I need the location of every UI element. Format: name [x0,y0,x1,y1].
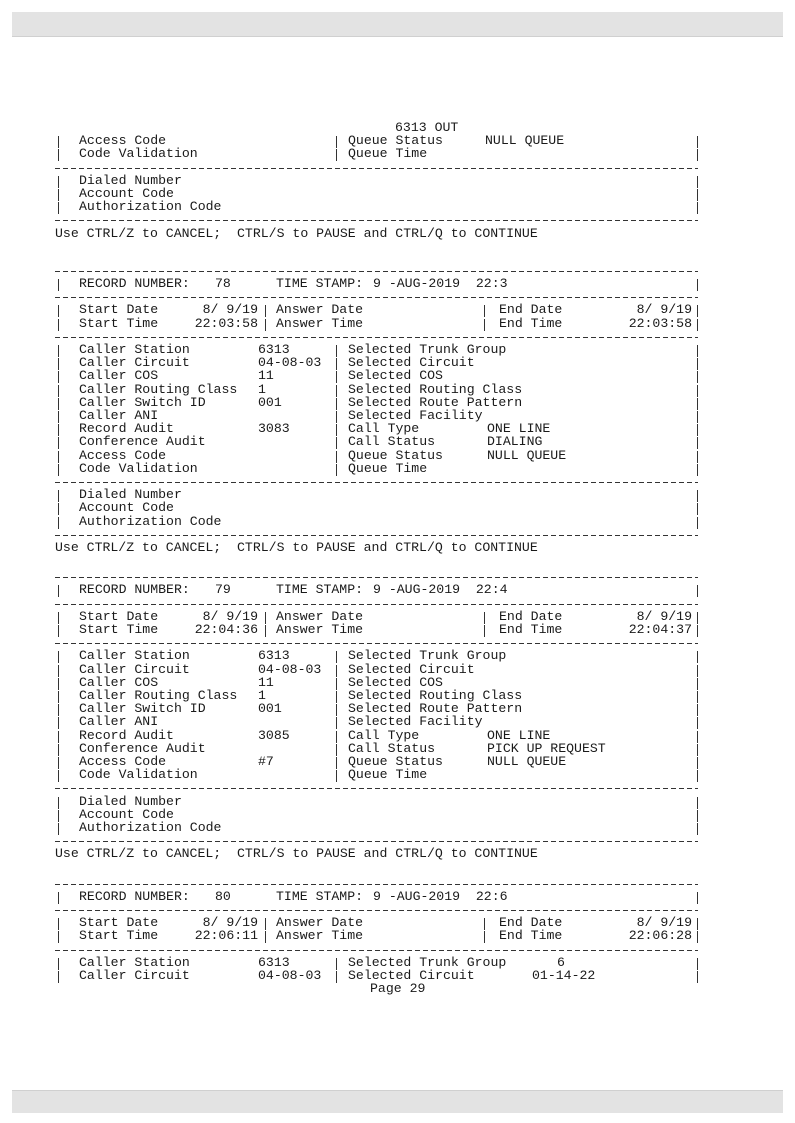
column-divider [697,437,698,449]
column-divider [265,918,266,930]
report-line [0,542,795,555]
column-divider [697,612,698,624]
report-line [0,848,795,861]
column-divider [697,931,698,943]
time-stamp-value: 9 -AUG-2019 22:3 [373,276,508,291]
record-audit-label: Record Audit [79,421,174,437]
record-number-value: 80 [215,888,231,904]
column-divider [265,931,266,943]
caller-routing-class-value: 1 [258,688,266,703]
column-divider [58,892,59,904]
end-time-value: 22:06:28 [628,928,692,944]
caller-routing-class-label: Caller Routing Class [79,688,238,703]
dashed-separator [55,788,698,789]
caller-switch-id-label: Caller Switch ID [79,394,206,410]
dialed-number-label: Dialed Number [79,487,182,503]
queue-status-value: NULL QUEUE [487,754,567,769]
dashed-separator [55,482,698,483]
column-divider [58,517,59,529]
selected-cos-label: Selected COS [348,674,443,690]
end-time-label: End Time [499,928,563,944]
dashed-separator [55,297,698,298]
selected-trunk-group-label: Selected Trunk Group [348,342,507,357]
queue-status-value: NULL QUEUE [485,133,565,149]
column-divider [697,385,698,397]
column-divider [484,918,485,930]
dashed-separator [55,910,698,911]
column-divider [58,691,59,703]
column-divider [58,319,59,331]
column-divider [697,149,698,161]
start-time-value: 22:04:36 [194,622,258,637]
caller-circuit-label: Caller Circuit [79,355,190,371]
column-divider [697,371,698,383]
column-divider [697,971,698,983]
column-divider [697,319,698,331]
dashed-separator [55,271,698,272]
column-divider [697,503,698,515]
report-line [0,201,795,214]
column-divider [336,437,337,449]
column-divider [58,958,59,970]
column-divider [58,358,59,370]
column-divider [697,411,698,423]
end-time-label: End Time [499,622,563,637]
column-divider [58,345,59,357]
end-date-value: 8/ 9/19 [636,302,692,318]
answer-time-label: Answer Time [276,622,364,637]
end-date-label: End Date [499,608,563,624]
caller-ani-label: Caller ANI [79,714,159,730]
column-divider [58,744,59,756]
column-divider [697,704,698,716]
column-divider [697,797,698,809]
column-divider [58,464,59,476]
column-divider [697,451,698,463]
start-time-value: 22:03:58 [194,315,258,331]
column-divider [336,358,337,370]
queue-time-label: Queue Time [348,146,428,162]
call-status-label: Call Status [348,740,436,756]
caller-ani-label: Caller ANI [79,408,159,423]
queue-time-label: Queue Time [348,767,428,783]
column-divider [697,958,698,970]
column-divider [336,136,337,148]
answer-time-label: Answer Time [276,928,364,944]
column-divider [58,385,59,397]
column-divider [58,823,59,835]
column-divider [697,305,698,317]
end-date-label: End Date [499,915,563,931]
start-time-value: 22:06:11 [194,928,258,944]
column-divider [336,398,337,410]
report-line [0,769,795,782]
column-divider [484,305,485,317]
caller-station-value: 6313 [258,342,290,357]
record-number-label: RECORD NUMBER: [79,582,190,598]
column-divider [58,437,59,449]
start-date-value: 8/ 9/19 [202,608,258,624]
start-date-label: Start Date [79,915,159,931]
column-divider [58,665,59,677]
answer-date-label: Answer Date [276,302,364,318]
column-divider [484,931,485,943]
caller-circuit-value: 04-08-03 [258,661,322,677]
selected-circuit-value: 01-14-22 [532,968,596,983]
start-time-label: Start Time [79,622,159,637]
dashed-separator [55,841,698,842]
column-divider [336,731,337,743]
access-code-label: Access Code [79,754,167,769]
column-divider [58,136,59,148]
column-divider [336,345,337,357]
start-date-value: 8/ 9/19 [202,302,258,318]
column-divider [697,189,698,201]
column-divider [336,651,337,663]
caller-switch-id-label: Caller Switch ID [79,701,206,717]
caller-routing-class-value: 1 [258,381,266,397]
column-divider [58,651,59,663]
column-divider [697,424,698,436]
caller-routing-class-label: Caller Routing Class [79,381,238,397]
call-type-label: Call Type [348,421,420,437]
column-divider [265,612,266,624]
caller-cos-label: Caller COS [79,368,159,384]
column-divider [336,464,337,476]
selected-circuit-label: Selected Circuit [348,355,475,371]
conference-audit-label: Conference Audit [79,740,206,756]
column-divider [336,665,337,677]
caller-circuit-value: 04-08-03 [258,968,322,983]
access-code-label: Access Code [79,447,167,463]
column-divider [58,398,59,410]
caller-circuit-label: Caller Circuit [79,661,190,677]
column-divider [58,490,59,502]
column-divider [336,744,337,756]
account-code-label: Account Code [79,500,174,516]
column-divider [697,345,698,357]
report-line [0,460,795,476]
dashed-separator [55,220,698,221]
selected-cos-label: Selected COS [348,368,443,384]
column-divider [58,931,59,943]
dashed-separator [55,950,698,951]
caller-circuit-value: 04-08-03 [258,355,322,371]
column-divider [336,411,337,423]
code-validation-label: Code Validation [79,767,198,783]
record-audit-value: 3085 [258,727,290,743]
report-line [0,315,795,331]
column-divider [697,757,698,769]
column-divider [697,810,698,822]
column-divider [697,625,698,637]
start-date-label: Start Date [79,608,159,624]
column-divider [697,678,698,690]
answer-date-label: Answer Date [276,608,364,624]
column-divider [58,625,59,637]
dashed-separator [55,643,698,644]
dashed-separator [55,337,698,338]
dialed-number-label: Dialed Number [79,172,182,188]
column-divider [58,704,59,716]
caller-station-label: Caller Station [79,954,190,970]
queue-time-label: Queue Time [348,460,428,476]
end-date-value: 8/ 9/19 [636,915,692,931]
column-divider [697,279,698,291]
queue-status-label: Queue Status [348,447,443,463]
selected-trunk-group-label: Selected Trunk Group [348,954,507,970]
report-line [0,983,795,996]
column-divider [697,918,698,930]
time-stamp-value: 9 -AUG-2019 22:6 [373,888,508,904]
column-divider [697,517,698,529]
column-divider [58,612,59,624]
column-divider [58,678,59,690]
report-line [0,148,795,161]
time-stamp-label: TIME STAMP: [276,582,364,598]
answer-time-label: Answer Time [276,315,364,331]
column-divider [265,319,266,331]
column-divider [697,398,698,410]
record-number-label: RECORD NUMBER: [79,276,190,291]
time-stamp-label: TIME STAMP: [276,276,364,291]
column-divider [336,717,337,729]
column-divider [697,358,698,370]
column-divider [265,625,266,637]
dashed-separator [55,604,698,605]
column-divider [58,503,59,515]
selected-facility-label: Selected Facility [348,408,483,423]
column-divider [336,678,337,690]
call-status-value: PICK UP REQUEST [487,740,606,756]
control-key-prompt: Use CTRL/Z to CANCEL; CTRL/S to PAUSE and CTRL/Q to CONTINUE [55,540,538,555]
column-divider [58,149,59,161]
call-status-label: Call Status [348,434,436,450]
column-divider [336,149,337,161]
dashed-separator [55,884,698,885]
column-divider [336,958,337,970]
column-divider [58,451,59,463]
authorization-code-label: Authorization Code [79,199,222,215]
authorization-code-label: Authorization Code [79,513,222,529]
selected-routing-class-label: Selected Routing Class [348,688,523,703]
column-divider [336,757,337,769]
start-date-label: Start Date [79,302,159,318]
queue-status-label: Queue Status [348,754,443,769]
dialed-number-label: Dialed Number [79,793,182,809]
selected-routing-class-label: Selected Routing Class [348,381,523,397]
selected-trunk-group-label: Selected Trunk Group [348,648,507,664]
column-divider [58,810,59,822]
caller-station-value: 6313 [258,648,290,664]
dashed-separator [55,577,698,578]
column-divider [697,585,698,597]
record-number-value: 79 [215,582,231,598]
end-time-value: 22:04:37 [628,622,692,637]
selected-facility-label: Selected Facility [348,714,483,730]
code-validation-label: Code Validation [79,146,198,162]
column-divider [697,490,698,502]
column-divider [697,202,698,214]
authorization-code-label: Authorization Code [79,820,222,835]
end-date-label: End Date [499,302,563,318]
column-divider [58,797,59,809]
answer-date-label: Answer Date [276,915,364,931]
column-divider [336,971,337,983]
report-line [0,584,795,597]
column-divider [58,424,59,436]
call-type-value: ONE LINE [487,421,551,437]
time-stamp-value: 9 -AUG-2019 22:4 [373,582,508,598]
selected-trunk-group-value: 6 [557,954,565,970]
column-divider [58,717,59,729]
code-validation-label: Code Validation [79,460,198,476]
column-divider [58,189,59,201]
report-line [0,513,795,529]
account-code-label: Account Code [79,186,174,201]
caller-switch-id-value: 001 [258,394,282,410]
page-number: Page 29 [370,981,426,997]
selected-route-pattern-label: Selected Route Pattern [348,701,523,717]
column-divider [336,424,337,436]
time-stamp-label: TIME STAMP: [276,888,364,904]
column-divider [58,279,59,291]
access-code-label: Access Code [79,133,167,149]
record-audit-value: 3083 [258,421,290,437]
column-divider [697,770,698,782]
column-divider [484,625,485,637]
column-divider [58,731,59,743]
call-type-label: Call Type [348,727,420,743]
report-line [0,225,795,241]
column-divider [484,612,485,624]
access-code-value: #7 [258,754,274,769]
account-code-label: Account Code [79,806,174,822]
column-divider [336,704,337,716]
column-divider [697,136,698,148]
caller-cos-value: 11 [258,368,274,384]
report-line [0,888,795,904]
call-status-continuation: 6313 OUT [395,120,459,135]
column-divider [58,411,59,423]
column-divider [58,305,59,317]
column-divider [58,585,59,597]
column-divider [697,823,698,835]
end-time-value: 22:03:58 [628,315,692,331]
control-key-prompt: Use CTRL/Z to CANCEL; CTRL/S to PAUSE and CTRL/Q to CONTINUE [55,225,538,241]
start-time-label: Start Time [79,928,159,944]
caller-circuit-label: Caller Circuit [79,968,190,983]
queue-status-label: Queue Status [348,133,443,149]
record-audit-label: Record Audit [79,727,174,743]
caller-cos-label: Caller COS [79,674,159,690]
column-divider [336,691,337,703]
column-divider [336,770,337,782]
report-line [0,822,795,835]
caller-station-value: 6313 [258,954,290,970]
column-divider [58,202,59,214]
control-key-prompt: Use CTRL/Z to CANCEL; CTRL/S to PAUSE and CTRL/Q to CONTINUE [55,846,538,862]
column-divider [697,651,698,663]
column-divider [697,892,698,904]
column-divider [484,319,485,331]
caller-station-label: Caller Station [79,342,190,357]
call-status-value: DIALING [487,434,543,450]
column-divider [336,371,337,383]
column-divider [58,176,59,188]
report-line [0,930,795,943]
start-date-value: 8/ 9/19 [202,915,258,931]
column-divider [697,665,698,677]
column-divider [697,744,698,756]
queue-status-value: NULL QUEUE [487,447,567,463]
column-divider [336,451,337,463]
end-time-label: End Time [499,315,563,331]
selected-route-pattern-label: Selected Route Pattern [348,394,523,410]
column-divider [697,717,698,729]
caller-switch-id-value: 001 [258,701,282,717]
column-divider [265,305,266,317]
column-divider [58,757,59,769]
column-divider [58,770,59,782]
report-line [0,624,795,637]
caller-cos-value: 11 [258,674,274,690]
end-date-value: 8/ 9/19 [636,608,692,624]
column-divider [697,731,698,743]
column-divider [697,691,698,703]
column-divider [697,176,698,188]
report-line [0,278,795,291]
column-divider [58,971,59,983]
record-number-label: RECORD NUMBER: [79,888,190,904]
selected-circuit-label: Selected Circuit [348,661,475,677]
conference-audit-label: Conference Audit [79,434,206,450]
column-divider [697,464,698,476]
column-divider [58,371,59,383]
column-divider [336,385,337,397]
dashed-separator [55,168,698,169]
record-number-value: 78 [215,276,231,291]
column-divider [58,918,59,930]
caller-station-label: Caller Station [79,648,190,664]
start-time-label: Start Time [79,315,159,331]
dashed-separator [55,535,698,536]
selected-circuit-label: Selected Circuit [348,968,475,983]
call-type-value: ONE LINE [487,727,551,743]
